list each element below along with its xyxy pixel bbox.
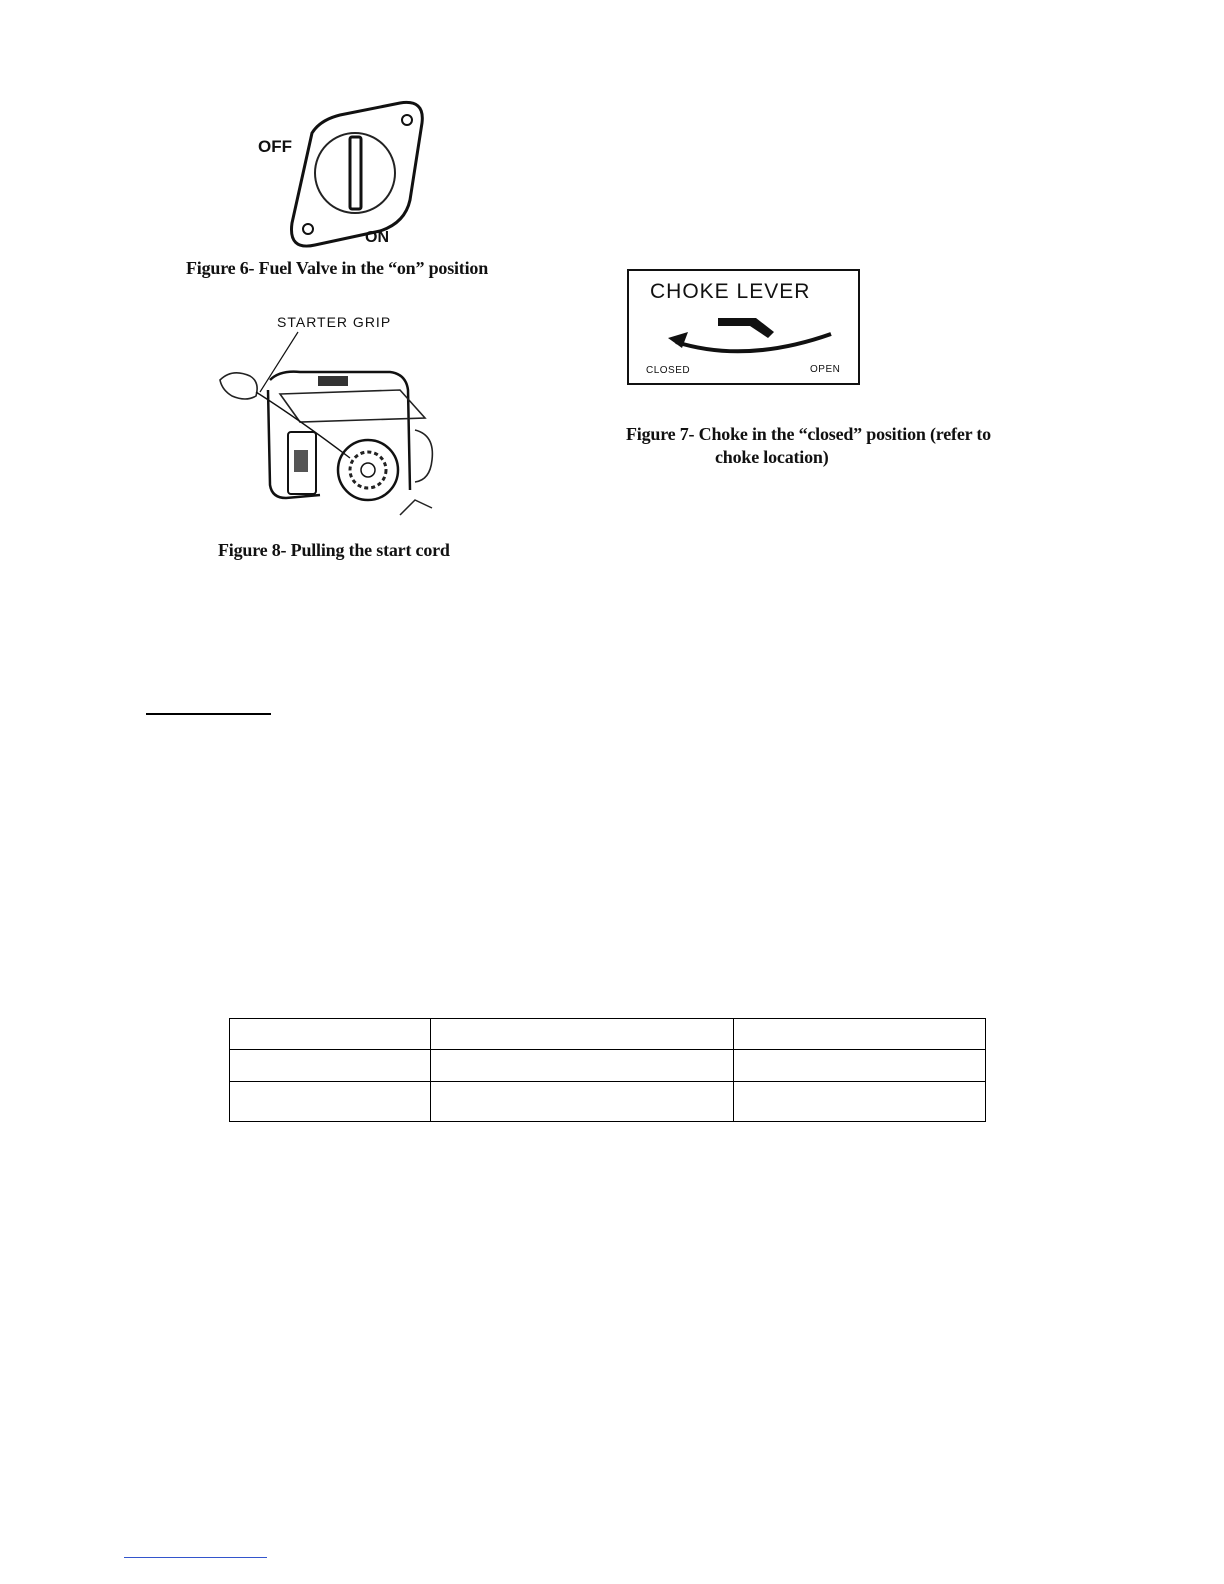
table-cell [230,1082,431,1122]
fuel-cap [318,376,348,386]
hand-icon [220,373,257,399]
generator-frame [268,390,320,498]
table-cell [431,1019,734,1050]
table-cell [734,1050,986,1082]
recoil-starter-hub [361,463,375,477]
outlet-icon [294,450,308,472]
table-cell [734,1082,986,1122]
figure-7-caption-line2: choke location) [715,447,829,467]
table-cell [431,1050,734,1082]
valve-lever [350,137,361,209]
table-row [230,1019,986,1050]
figure-6-caption: Figure 6- Fuel Valve in the “on” position [186,258,489,278]
section-heading-underline [146,713,271,715]
fuel-valve-figure [250,95,440,250]
footnote-separator [124,1557,267,1558]
table-row [230,1082,986,1122]
starter-grip-label: STARTER GRIP [277,314,392,330]
figure-7-caption-line1: Figure 7- Choke in the “closed” position (refer to [626,424,991,444]
table-cell [734,1019,986,1050]
table-cell [431,1082,734,1122]
figure-8-caption: Figure 8- Pulling the start cord [218,540,450,560]
starter-grip-pointer [260,332,298,392]
engine-side [415,430,432,482]
choke-lever-figure [626,268,862,388]
valve-on-label: ON [365,229,389,246]
choke-closed-label: CLOSED [646,365,691,376]
table-cell [230,1019,431,1050]
table-cell [230,1050,431,1082]
fuel-tank [280,390,425,422]
generator-frame [270,372,410,490]
start-cord-figure [210,310,450,545]
choke-open-label: OPEN [810,364,841,375]
table-row [230,1050,986,1082]
valve-bolt-hole [303,224,313,234]
data-table [229,1018,986,1122]
frame-foot [400,500,432,515]
choke-lever-title: CHOKE LEVER [650,280,811,303]
valve-off-label: OFF [258,137,292,156]
valve-bolt-hole [402,115,412,125]
